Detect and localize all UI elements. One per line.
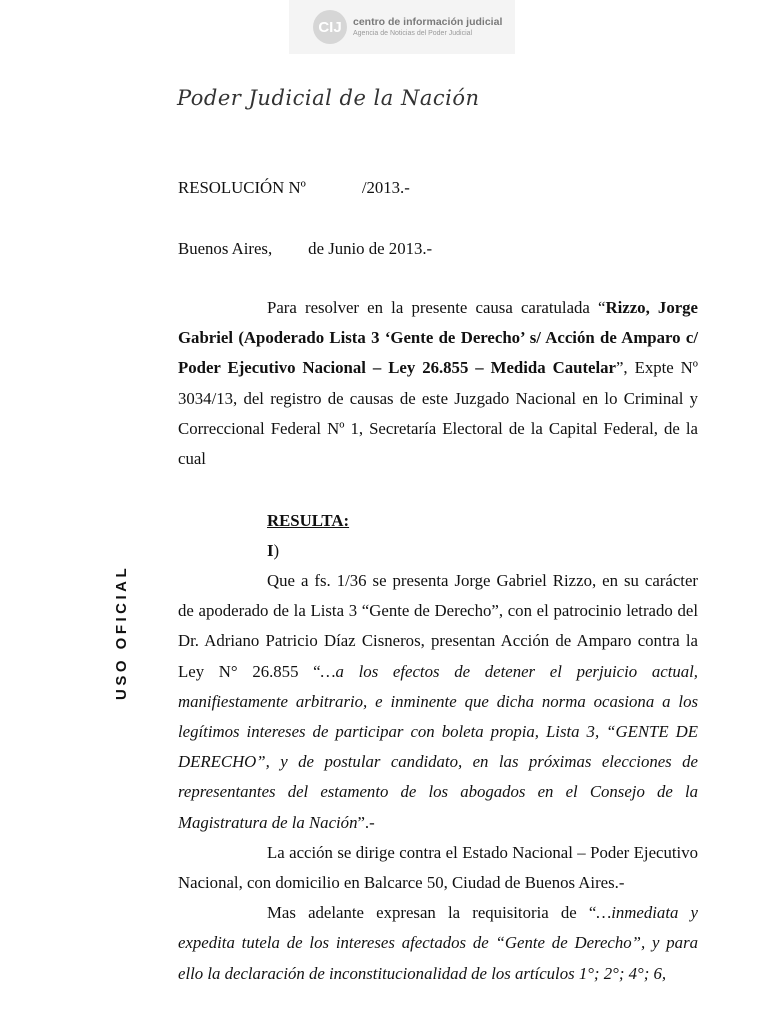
cij-title: centro de información judicial xyxy=(353,15,503,28)
intro-text-start: Para resolver en la presente causa caratulada “ xyxy=(267,298,606,317)
uso-oficial-stamp: USO OFICIAL xyxy=(113,564,130,700)
date-city: Buenos Aires, xyxy=(178,239,273,258)
resulta-heading: RESULTA: xyxy=(267,511,350,530)
case-title: Rizzo, Jorge Gabriel (Apoderado Lista 3 ‘Gente de Derecho’ s/ Acción de Amparo c/ Poder Ejecutivo Nacional – Ley 26.855 – Medida Cautelar xyxy=(178,298,698,378)
date-line xyxy=(178,239,432,259)
paragraph-1-end: ”.- xyxy=(357,812,375,832)
date-rest: de Junio de 2013.- xyxy=(308,239,433,258)
body-paragraphs xyxy=(178,566,698,989)
cij-subtitle: Agencia de Noticias del Poder Judicial xyxy=(353,29,473,37)
paragraph-2: La acción se dirige contra el Estado Nacional – Poder Ejecutivo Nacional, con domicilio en Balcarce 50, Ciudad de Buenos Aires.- xyxy=(178,842,698,893)
cij-logo-icon: CIJ xyxy=(313,10,347,44)
numeral-suffix: ) xyxy=(273,541,280,560)
paragraph-3-quote: …inmediata y expedita tutela de los intereses afectados de “Gente de Derecho”, y para ello la declaración de inconstitucionalidad de los artículos 1°; 2°; 4°; 6, xyxy=(178,903,698,983)
numeral-text: I xyxy=(267,541,274,560)
intro-paragraph xyxy=(178,293,698,474)
document-header: Poder Judicial de la Nación xyxy=(177,86,480,110)
section-numeral xyxy=(267,541,279,561)
resolution-label: RESOLUCIÓN Nº xyxy=(178,178,306,197)
resolution-line xyxy=(178,178,410,198)
cij-watermark-text xyxy=(353,16,502,39)
intro-text-end: ”, Expte Nº 3034/13, del registro de causas de este Juzgado Nacional en lo Criminal y Correccional Federal Nº 1, Secretaría Electoral de la Capital Federal, de la cual xyxy=(178,358,698,469)
paragraph-1-text: Que a fs. 1/36 se presenta Jorge Gabriel Rizzo, en su carácter de apoderado de la Lista 3 “Gente de Derecho”, con el patrocinio letrado del Dr. Adriano Patricio Díaz Cisneros, presentan Acción de Amparo contra la Ley N° 26.855 “ xyxy=(178,571,698,681)
paragraph-1-quote: …a los efectos de detener el perjuicio actual, manifiestamente arbitrario, e inminente que dicha norma ocasiona a los legítimos intereses de participar con boleta propia, Lista 3, “GENTE DE DERECHO”, y de postular candidato, en las próximas elecciones de representantes del estamento de los abogados en el Consejo de la Magistratura de la Nación xyxy=(178,661,698,832)
paragraph-1 xyxy=(178,566,698,838)
resolution-year: /2013.- xyxy=(361,178,410,197)
cij-watermark xyxy=(289,0,515,54)
paragraph-3 xyxy=(178,898,698,989)
paragraph-3-text: Mas adelante expresan la requisitoria de “ xyxy=(267,903,597,923)
